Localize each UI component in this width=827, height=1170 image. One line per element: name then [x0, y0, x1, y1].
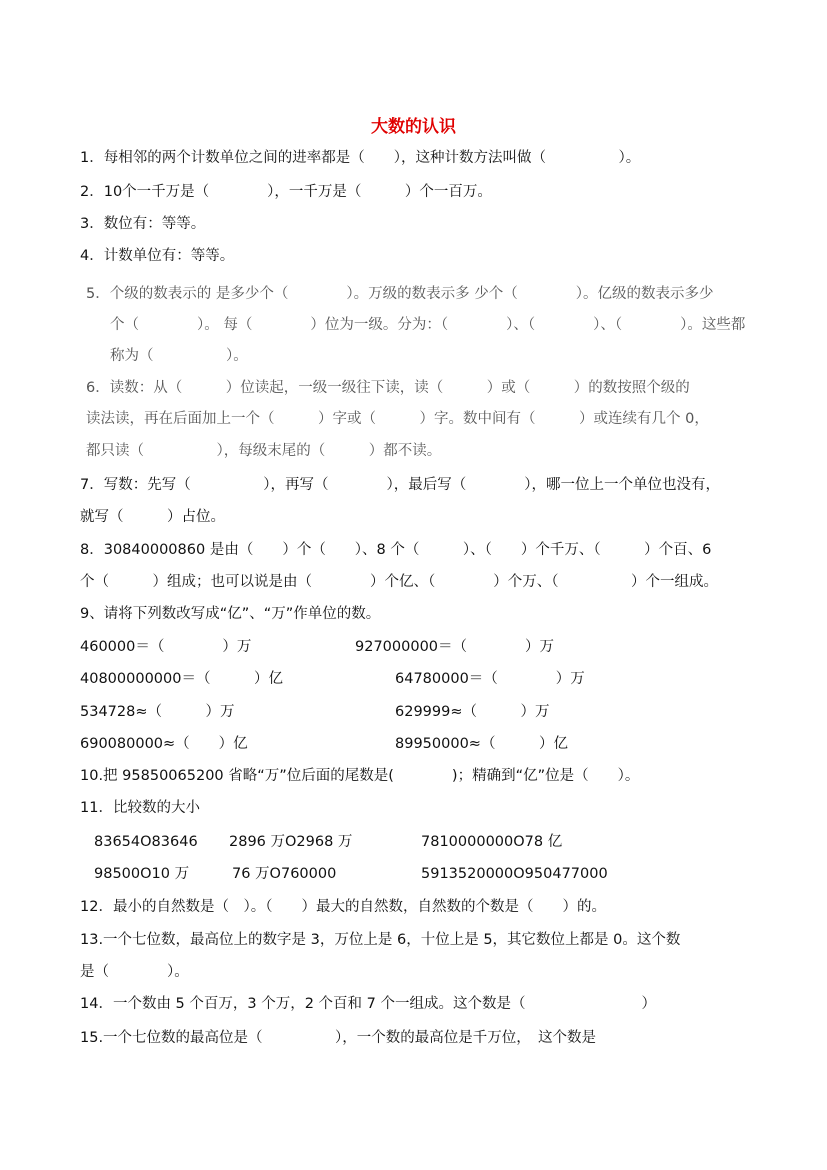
conversion-item: 534728≈（ ）万: [80, 704, 235, 720]
question-13-line-2: 是（ ）。: [80, 964, 189, 980]
question-5-line-3: 称为（ ）。: [110, 348, 248, 364]
conversion-item: 89950000≈（ ）亿: [395, 736, 568, 752]
compare-item: 98500O10 万: [94, 866, 190, 882]
question-13-line-1: 13.一个七位数，最高位上的数字是 3，万位上是 6，十位上是 5，其它数位上都是 0。这个数: [80, 932, 681, 948]
question-8-line-2: 个（ ）组成；也可以说是由（ ）个亿、（ ）个万、（ ）个一组成。: [80, 574, 718, 590]
compare-item: 7810000000O78 亿: [421, 834, 563, 850]
conversion-item: 690080000≈（ ）亿: [80, 736, 248, 752]
question-10: 10.把 95850065200 省略“万”位后面的尾数是( )；精确到“亿”位是（ ）。: [80, 768, 640, 784]
question-5-line-1: 5．个级的数表示的 是多少个（ ）。万级的数表示多 少个（ ）。亿级的数表示多少: [86, 286, 714, 302]
question-11-title: 11．比较数的大小: [80, 800, 200, 816]
compare-item: 5913520000O950477000: [421, 866, 608, 882]
question-12: 12．最小的自然数是（ ）。（ ）最大的自然数，自然数的个数是（ ）的。: [80, 899, 606, 915]
compare-item: 2896 万O2968 万: [229, 834, 353, 850]
question-6-line-1: 6．读数：从（ ）位读起，一级一级往下读，读（ ）或（ ）的数按照个级的: [86, 380, 690, 396]
compare-item: 76 万O760000: [232, 866, 337, 882]
question-1: 1．每相邻的两个计数单位之间的进率都是（ ），这种计数方法叫做（ ）。: [80, 150, 641, 166]
question-4: 4．计数单位有：等等。: [80, 248, 235, 264]
page-title: 大数的认识: [371, 117, 456, 137]
conversion-item: 629999≈（ ）万: [395, 704, 550, 720]
question-15: 15.一个七位数的最高位是（ ），一个数的最高位是千万位， 这个数是: [80, 1030, 597, 1046]
question-7-line-2: 就写（ ）占位。: [80, 509, 225, 525]
question-8-line-1: 8．30840000860 是由（ ）个（ ）、8 个（ ）、（ ）个千万、（ ）个百、6: [80, 542, 712, 558]
question-9-title: 9、请将下列数改写成“亿”、“万”作单位的数。: [80, 606, 381, 622]
question-7-line-1: 7．写数：先写（ ），再写（ ），最后写（ ），哪一位上一个单位也没有，: [80, 477, 720, 493]
question-3: 3．数位有：等等。: [80, 216, 206, 232]
question-5-line-2: 个（ ）。 每（ ）位为一级。分为：（ ）、（ ）、（ ）。这些都: [110, 317, 746, 333]
conversion-item: 460000＝（ ）万: [80, 639, 252, 655]
conversion-item: 927000000＝（ ）万: [355, 639, 555, 655]
question-14: 14．一个数由 5 个百万，3 个万，2 个百和 7 个一组成。这个数是（ ）: [80, 996, 657, 1012]
question-6-line-3: 都只读（ ），每级末尾的（ ）都不读。: [86, 443, 442, 459]
conversion-item: 40800000000＝（ ）亿: [80, 671, 283, 687]
conversion-item: 64780000＝（ ）万: [395, 671, 585, 687]
compare-item: 83654O83646: [94, 834, 198, 850]
question-6-line-2: 读法读，再在后面加上一个（ ）字或（ ）字。数中间有（ ）或连续有几个 0，: [86, 411, 709, 427]
question-2: 2．10个一千万是（ ），一千万是（ ）个一百万。: [80, 184, 492, 200]
